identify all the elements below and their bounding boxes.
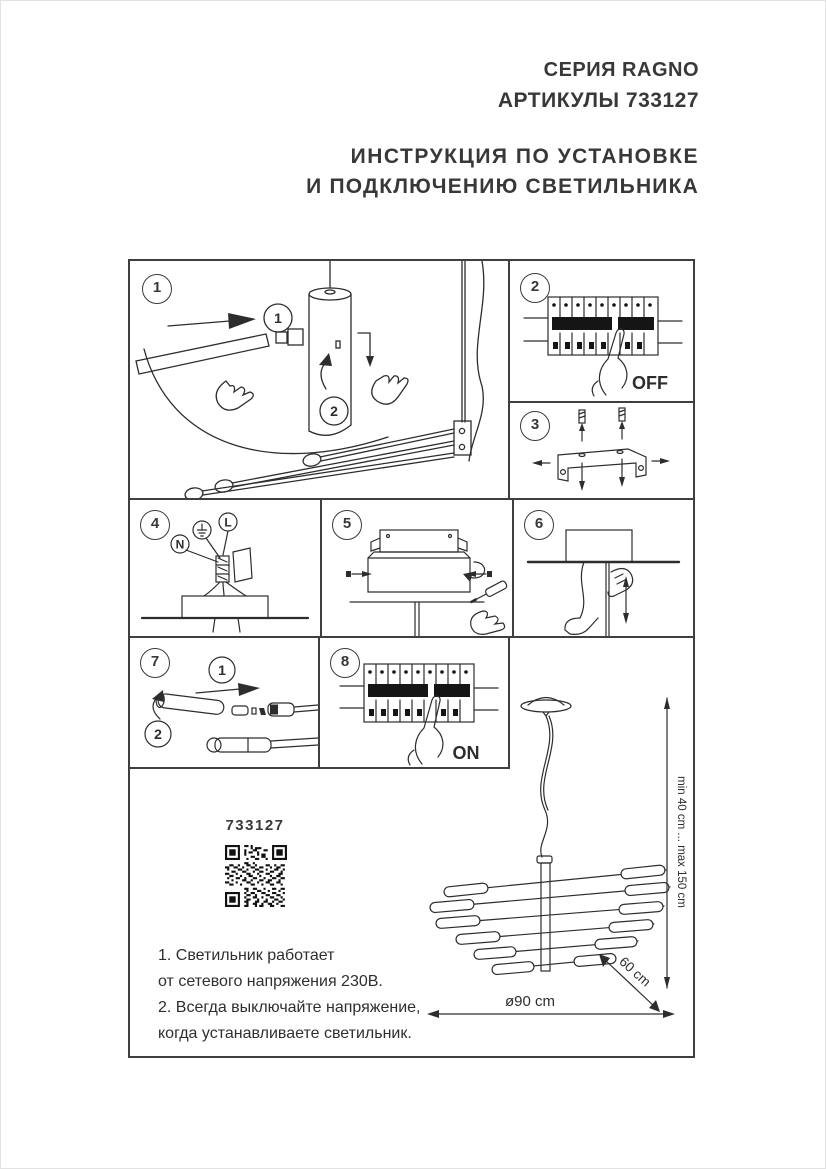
central-rod [541,863,550,971]
header [306,58,699,200]
callout-1: 1 [218,662,226,678]
suspension-cord [541,716,550,857]
step-number-badge: 8 [330,648,360,678]
step-panel-3 [510,403,693,498]
callout-2: 2 [154,726,162,742]
note-line: 2. Всегда выключайте напряжение, [158,999,421,1016]
step-number-badge: 2 [520,273,550,303]
on-label: ON [452,743,480,763]
note-line: когда устанавливаете светильник. [158,1025,412,1042]
hand-icon [471,611,505,634]
step-panel-5 [322,500,512,636]
note-line: от сетевого напряжения 230В. [158,973,383,990]
instructions-grid [128,259,695,1058]
adjusting-drawing [528,530,679,636]
step-number-badge: 1 [142,274,172,304]
depth-label: 60 cm [616,953,654,990]
cord [580,562,584,618]
canopy-drawing [346,530,508,636]
lamp-overview-drawing [418,676,691,1036]
qr-code-icon [225,845,287,907]
diameter-label: ø90 cm [504,993,556,1010]
article-number: 733127 [225,817,285,834]
note-line: 1. Светильник работает [158,947,335,964]
step-number-badge: 6 [524,510,554,540]
callout-2: 2 [330,403,338,419]
mounting-bracket-drawing [532,408,670,491]
step-panel-1 [130,261,508,498]
step-number-badge: 3 [520,411,550,441]
height-range-label: min 40 cm ... max 150 cm [675,776,687,908]
step-panel-2 [510,261,693,401]
safety-notes [158,943,420,1047]
step-panel-7 [130,638,318,767]
live-wire-label: L [224,515,232,530]
step-number-badge: 4 [140,510,170,540]
finger-icon [599,329,627,395]
series-title: СЕРИЯ RAGNO [543,59,699,81]
screw-icon [487,571,492,577]
hand-icon [216,381,253,410]
off-label: OFF [632,373,668,393]
hand-icon [565,618,598,634]
step-panel-4 [130,500,320,636]
step1-illustration [130,261,508,498]
step-number-badge: 7 [140,648,170,678]
step-number-badge: 5 [332,510,362,540]
arrow-icon [168,321,230,326]
neutral-wire-label: N [175,537,185,552]
screw-icon [346,571,351,577]
tube-assembly-drawing [145,657,318,752]
instruction-title-line2: И ПОДКЛЮЧЕНИЮ СВЕТИЛЬНИКА [306,175,699,198]
step-panel-6 [514,500,693,636]
callout-1: 1 [274,310,282,326]
hand-icon [372,376,408,405]
article-title: АРТИКУЛЫ 733127 [497,89,699,112]
instruction-title-line1: ИНСТРУКЦИЯ ПО УСТАНОВКЕ [350,145,699,168]
